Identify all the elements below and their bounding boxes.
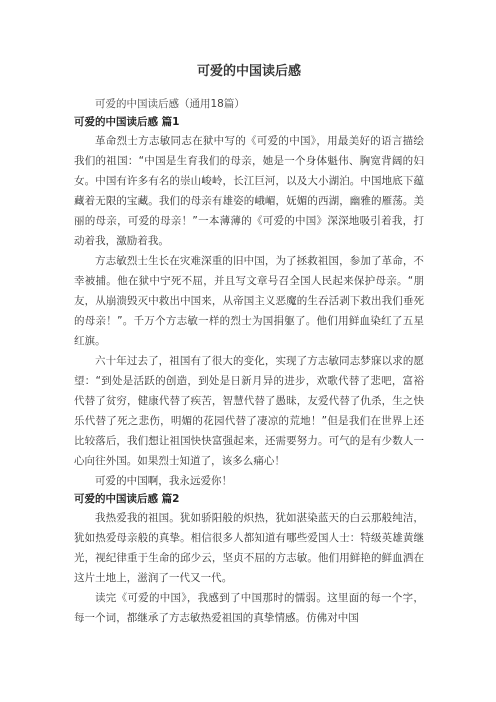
section-heading: 可爱的中国读后感 篇1	[74, 116, 180, 128]
paragraph: 读完《可爱的中国》，我感到了中国那时的懦弱。这里面的每一个字，每一个词，都继承了方志敏热爱祖国的真挚情感。仿佛对中国	[74, 592, 424, 624]
paragraph: 可爱的中国啊，我永远爱你！	[95, 475, 233, 487]
section-2	[74, 491, 424, 628]
document-title: 可爱的中国读后感	[196, 64, 301, 79]
section-heading: 可爱的中国读后感 篇2	[74, 493, 180, 505]
paragraph: 革命烈士方志敏同志在狱中写的《可爱的中国》，用最美好的语言描绘我们的祖国：“中国是生育我们的母亲，她是一个身体魁伟、胸宽背阔的妇女。中国有许多有名的崇山峻岭，长江巨河，以及大小湖泊。中国地底下蕴藏着无限的宝藏。我们的母亲有雄姿的峨嵋，妩媚的西湖，幽雅的雁荡。美丽的母亲，可爱的母亲！”一本薄薄的《可爱的中国》深深地吸引着我，打动着我，激励着我。	[74, 135, 424, 247]
document-subtitle: 可爱的中国读后感（通用18篇）	[95, 98, 245, 110]
paragraph: 六十年过去了，祖国有了很大的变化，实现了方志敏同志梦寐以求的愿望：“到处是活跃的创造，到处是日新月异的进步，欢歌代替了悲吧，富裕代替了贫穷，健康代替了疾苦，智慧代替了愚昧，友爱代替了仇杀，生之快乐代替了死之悲伤，明媚的花园代替了凄凉的荒地！”但是我们在世界上还比较落后，我们想让祖国快快富强起来，还需要努力。可气的是有少数人一心向往外国。如果烈士知道了，该多么痛心！	[74, 355, 424, 467]
paragraph: 我热爱我的祖国。犹如骄阳般的炽热，犹如湛染蓝天的白云那般纯洁，犹如热爱母亲般的真挚。相信很多人都知道有哪些爱国人士：特级英雄黄继光，视纪律重于生命的邱少云，坚贞不屈的方志敏。他们用鲜艳的鲜血洒在这片土地上，滋润了一代又一代。	[74, 512, 424, 584]
section-1	[74, 114, 424, 491]
paragraph: 方志敏烈士生长在灾难深重的旧中国，为了拯救祖国，参加了革命，不幸被捕。他在狱中宁死不屈，并且写文章号召全国人民起来保护母亲。“朋友，从崩溃毁灭中救出中国来，从帝国主义恶魔的生吞活剥下救出我们垂死的母亲！”。千万个方志敏一样的烈士为国捐躯了。他们用鲜血染红了五星红旗。	[74, 255, 424, 347]
